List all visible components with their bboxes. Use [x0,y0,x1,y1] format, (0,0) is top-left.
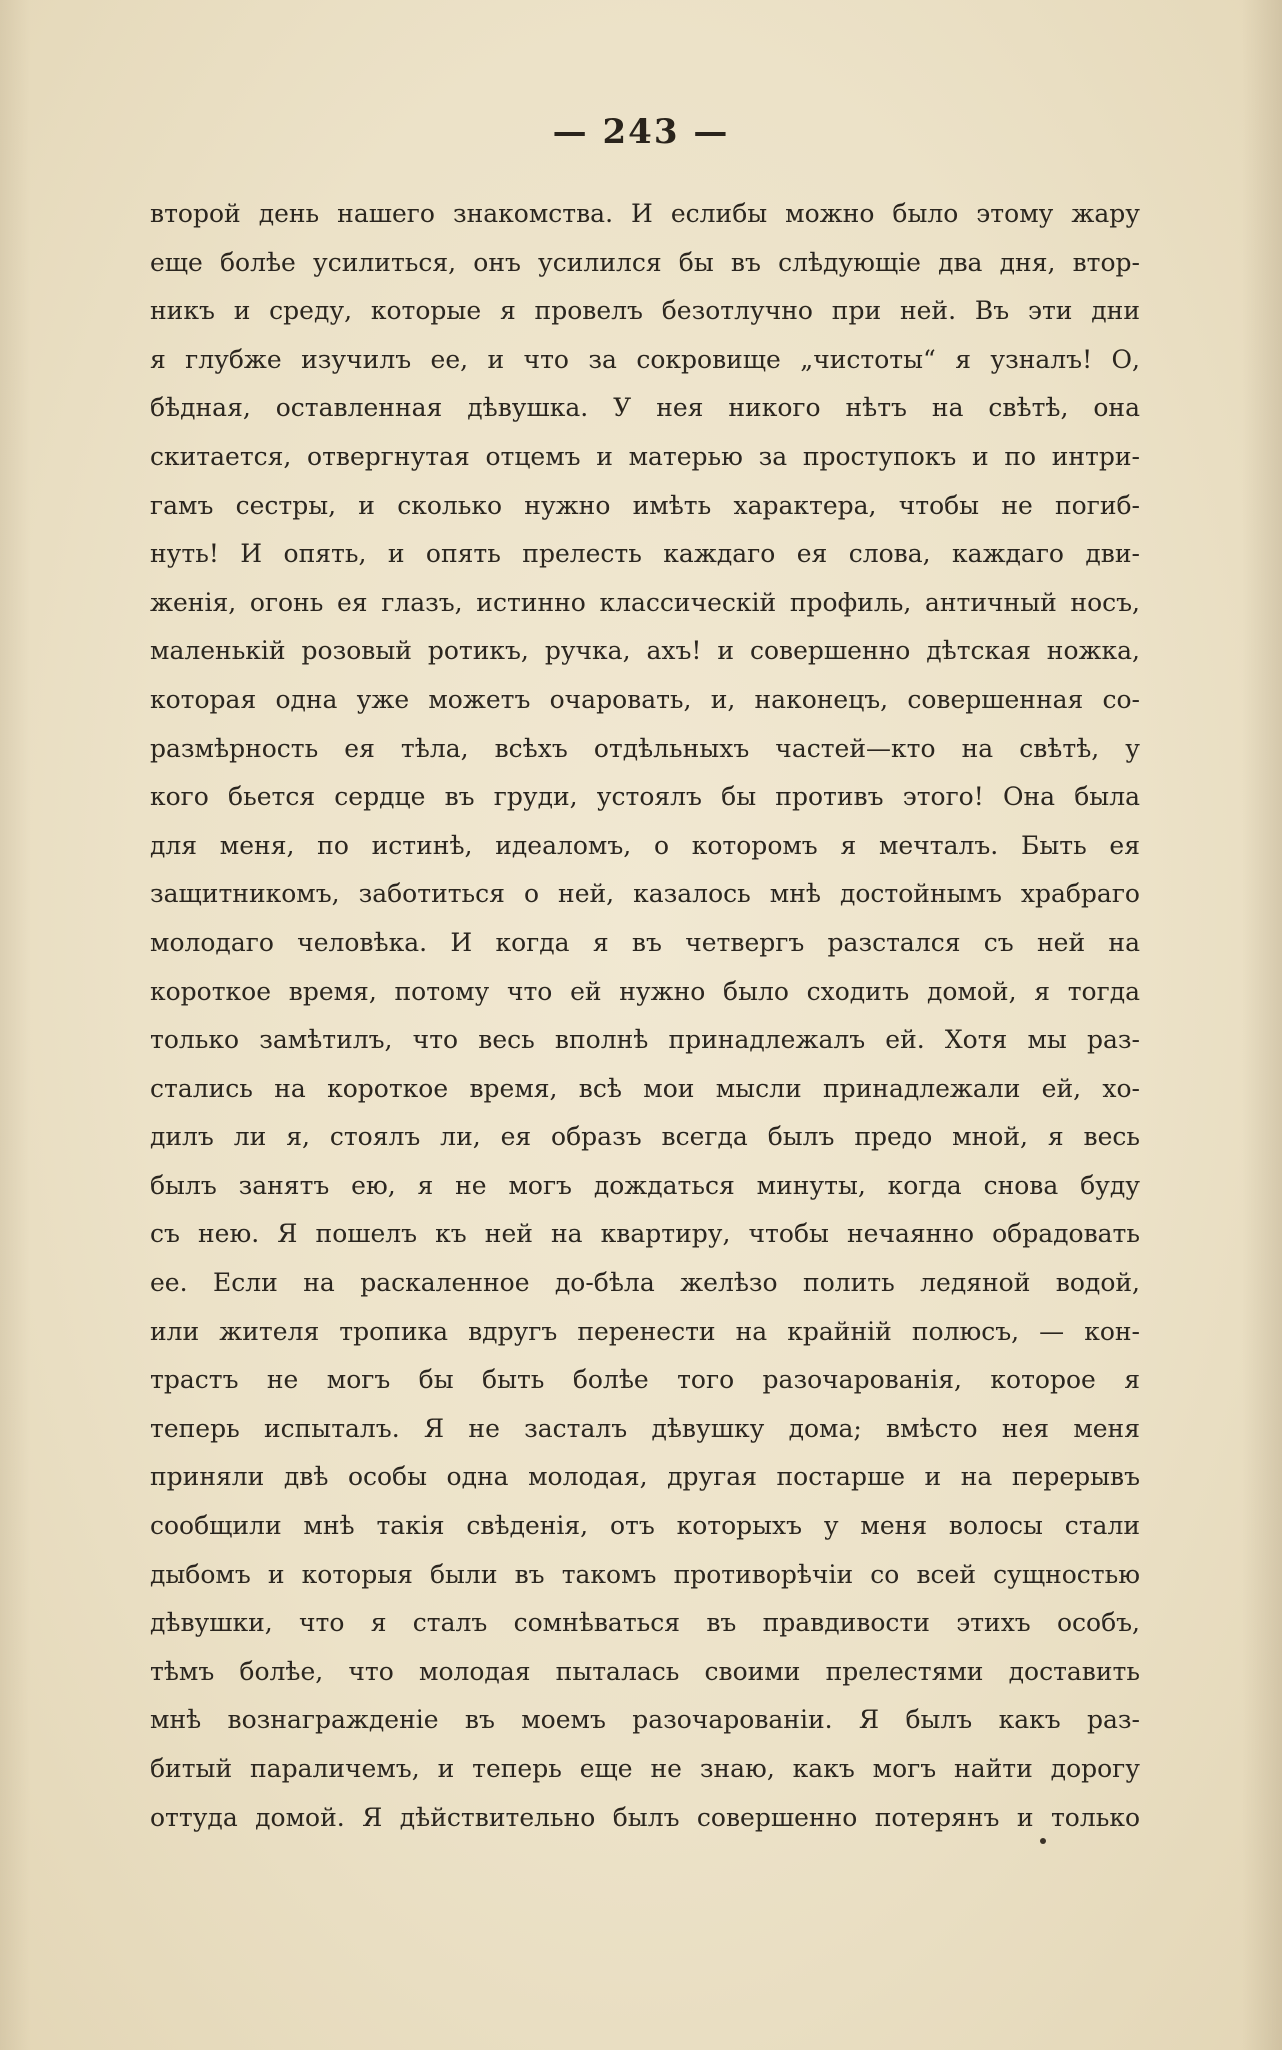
body-text [150,190,1140,1842]
text-line: короткое время, потому что ей нужно было сходить домой, я тогда [150,976,1140,1006]
text-line: второй день нашего знакомства. И еслибы можно было этому жару [150,199,1140,228]
text-line: гамъ сестры, и сколько нужно имѣть характера, чтобы не погиб- [150,490,1140,520]
text-line: женія, огонь ея глазъ, истинно классическій профиль, античный носъ, [150,587,1140,617]
text-line: былъ занятъ ею, я не могъ дождаться минуты, когда снова буду [150,1170,1140,1200]
page-number: — 243 — [552,112,730,152]
text-line: защитникомъ, заботиться о ней, казалось мнѣ достойнымъ храбраго [150,879,1140,909]
text-line: битый параличемъ, и теперь еще не знаю, какъ могъ найти дорогу [150,1754,1140,1783]
text-line: скитается, отвергнутая отцемъ и матерью за проступокъ и по интри- [150,441,1140,471]
text-line: никъ и среду, которые я провелъ безотлучно при ней. Въ эти дни [150,296,1140,326]
text-line: тѣмъ болѣе, что молодая пыталась своими прелестями доставить [150,1656,1140,1686]
text-line: только замѣтилъ, что весь вполнѣ принадлежалъ ей. Хотя мы раз- [150,1025,1140,1055]
text-line: съ нею. Я пошелъ къ ней на квартиру, чтобы нечаянно обрадовать [150,1219,1140,1249]
text-line: ее. Если на раскаленное до-бѣла желѣзо полить ледяной водой, [150,1268,1140,1298]
ink-speck [1040,1838,1046,1844]
text-line: которая одна уже можетъ очаровать, и, наконецъ, совершенная со- [150,684,1140,714]
text-line: для меня, по истинѣ, идеаломъ, о которомъ я мечталъ. Быть ея [150,830,1140,860]
text-line: теперь испыталъ. Я не засталъ дѣвушку дома; вмѣсто нея меня [150,1413,1140,1443]
text-line: стались на короткое время, всѣ мои мысли принадлежали ей, хо- [150,1073,1140,1103]
text-line: еще болѣе усилиться, онъ усилился бы въ слѣдующіе два дня, втор- [150,247,1140,277]
text-line: я глубже изучилъ ее, и что за сокровище „чистоты“ я узналъ! О, [150,344,1140,374]
text-line: дыбомъ и которыя были въ такомъ противорѣчіи со всей сущностью [150,1559,1140,1589]
text-line: трастъ не могъ бы быть болѣе того разочарованія, которое я [150,1365,1140,1395]
text-line: сообщили мнѣ такія свѣденія, отъ которыхъ у меня волосы стали [150,1511,1140,1541]
text-line: дѣвушки, что я сталъ сомнѣваться въ правдивости этихъ особъ, [150,1608,1140,1638]
text-line: или жителя тропика вдругъ перенести на крайній полюсъ, — кон- [150,1316,1140,1346]
text-line: маленькій розовый ротикъ, ручка, ахъ! и совершенно дѣтская ножка, [150,636,1140,666]
text-line: молодаго человѣка. И когда я въ четвергъ разстался съ ней на [150,927,1140,957]
text-line: бѣдная, оставленная дѣвушка. У нея никого нѣтъ на свѣтѣ, она [150,393,1140,423]
text-line: мнѣ вознагражденіе въ моемъ разочарованіи. Я былъ какъ раз- [150,1705,1140,1735]
text-line: кого бьется сердце въ груди, устоялъ бы противъ этого! Она была [150,782,1140,812]
text-line: нуть! И опять, и опять прелесть каждаго ея слова, каждаго дви- [150,539,1140,569]
left-edge-shadow [0,0,30,2050]
text-line: оттуда домой. Я дѣйствительно былъ совершенно потерянъ и только [150,1802,1140,1832]
right-edge-shadow [1242,0,1282,2050]
text-line: дилъ ли я, стоялъ ли, ея образъ всегда былъ предо мной, я весь [150,1122,1140,1152]
text-line: размѣрность ея тѣла, всѣхъ отдѣльныхъ частей—кто на свѣтѣ, у [150,733,1140,763]
text-line: приняли двѣ особы одна молодая, другая постарше и на перерывъ [150,1462,1140,1492]
